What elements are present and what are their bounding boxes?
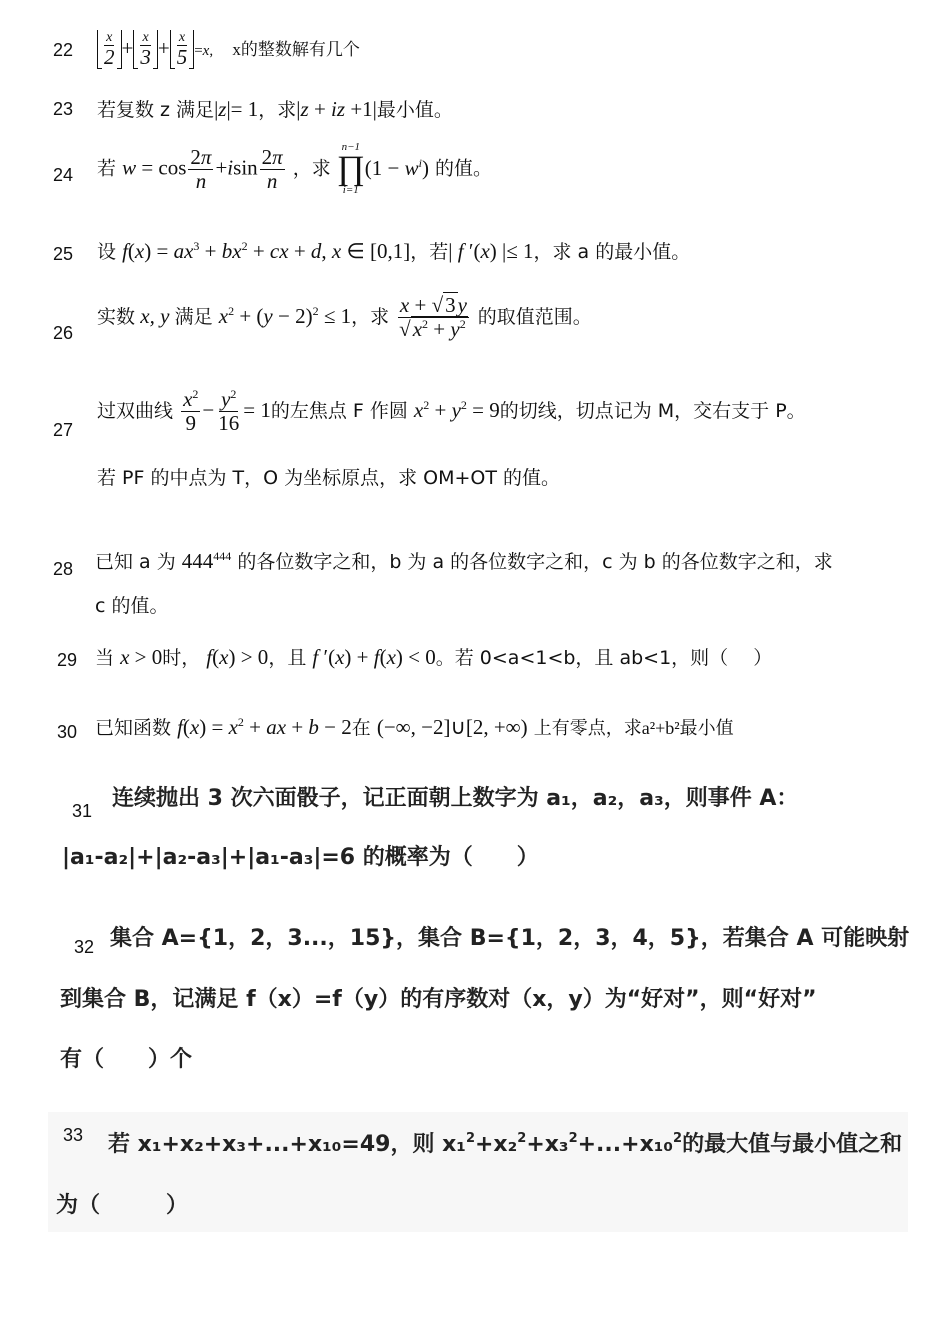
problem-number: 28 (53, 559, 74, 579)
problem-number: 23 (53, 99, 74, 119)
problem-number: 24 (53, 165, 74, 185)
problem-number: 22 (53, 40, 74, 60)
problem-number: 30 (57, 722, 78, 742)
problem-text: 若 x₁+x₂+x₃+...+x₁₀=49，则 x₁$^2$+x₂$^2$+x₃$^2$+...+x₁₀$^2$的最大值与最小值之和 (108, 1131, 903, 1157)
problem-text-line2: |a₁-a₂|+|a₂-a₃|+|a₁-a₃|=6 的概率为（ ） (62, 845, 539, 870)
problem-text-line2: 到集合 B，记满足 f（x）=f（y）的有序数对（x，y）为“好对”，则“好对” (60, 987, 817, 1012)
problem-text: 连续抛出 3 次六面骰子，记正面朝上数字为 a₁，a₂，a₃，则事件 A： (112, 786, 799, 811)
problem-number: 25 (53, 244, 74, 264)
problem-text: 已知函数 $f(x) = x^2$ + ax + b − 2在 (−∞, −2]∪[2, +∞) 上有零点，求a²+b²最小值 (95, 715, 734, 739)
problem-number: 26 (53, 323, 74, 343)
problem-number: 33 (63, 1125, 84, 1145)
problem-text: 集合 A={1，2，3...，15}，集合 B={1，2，3，4，5}，若集合 A 可能映射 (110, 926, 910, 951)
math-expression: $\frac{x}{2}$ + $\frac{x}{3}$ + $\frac{x}{5}$ =x, (97, 36, 218, 60)
problem-text: 若复数 z 满足|z|= 1，求|z + iz +1|最小值。 (97, 97, 453, 121)
problem-number: 31 (72, 801, 93, 821)
problem-text: 实数 x, y 满足 $x^2 + (y - 2)^2 \le 1$，求 $\frac{x + √3y}{√x^2 + y^2}$ 的取值范围。 (97, 293, 592, 342)
problem-number: 29 (57, 650, 78, 670)
problem-text-line2: c 的值。 (95, 595, 169, 617)
problem-number: 27 (53, 420, 74, 440)
problem-text: 若 w = cos $\frac{2\pi}{n}$ +isin $\frac{2\pi}{n}$ ，求 n−1 ∏ i=1 $(1 - w^i)$ 的值。 (97, 141, 493, 197)
problem-text-line2: 为（ ） (56, 1193, 189, 1218)
problem-text: 当 x > 0时， f(x) > 0，且 f ′(x) + f(x) < 0。若 0<a<1<b，且 ab<1，则（ ） (95, 645, 773, 669)
problem-text: 设 $f(x) = ax^3 + bx^2$ + cx + d, x ∈ [0,1]，若| f ′(x) |≤ 1，求 a 的最小值。 (97, 239, 691, 263)
problem-text: 过双曲线 $\frac{x^2}{9}$ − $\frac{y^2}{16}$ = 1的左焦点 F 作圆 $x^2 + y^2 = 9$的切线，切点记为 M，交右支于 P。 (97, 387, 806, 436)
problem-number: 32 (74, 937, 95, 957)
problem-text: 已知 a 为 $444^{444}$ 的各位数字之和，b 为 a 的各位数字之和，c 为 b 的各位数字之和，求 (95, 549, 833, 573)
problem-text-line2: 若 PF 的中点为 T，O 为坐标原点，求 OM+OT 的值。 (97, 467, 561, 489)
problem-text: $\frac{x}{2}$ + $\frac{x}{3}$ + $\frac{x}{5}$ =x, x的整数解有几个 (97, 30, 360, 69)
problem-text-line3: 有（ ）个 (60, 1047, 193, 1072)
